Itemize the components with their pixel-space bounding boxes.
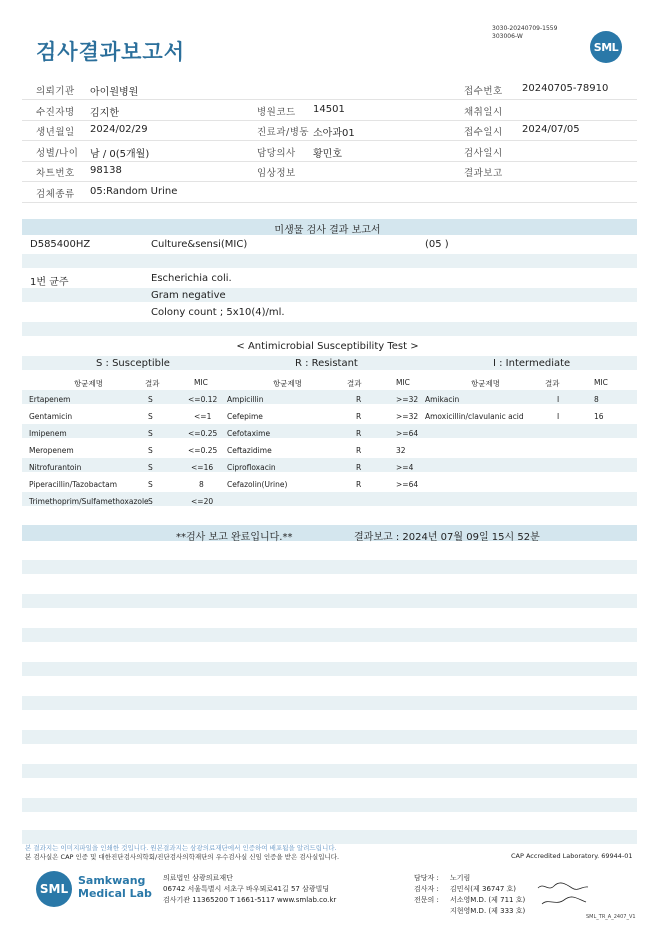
department: 소아과01 bbox=[313, 128, 355, 139]
staff-name: 노기림 bbox=[450, 874, 471, 882]
micro-section-title: 미생물 검사 결과 보고서 bbox=[274, 225, 381, 236]
header-row-5: 차트번호 98138 임상정보 결과보고 bbox=[22, 161, 637, 182]
ast-drug: Nitrofurantoin bbox=[29, 463, 82, 472]
header-row-4: 성별/나이 남 / 0(5개월) 담당의사 황민호 검사일시 bbox=[22, 141, 637, 162]
organism-label: 1번 균주 bbox=[30, 277, 69, 288]
ast-drug: Cefepime bbox=[227, 412, 263, 421]
ast-drug: Ciprofloxacin bbox=[227, 463, 276, 472]
ast-mic: 16 bbox=[594, 412, 604, 421]
brand-name: Samkwang Medical Lab bbox=[78, 874, 152, 900]
ast-mic: >=32 bbox=[396, 412, 419, 421]
header-row-2: 수진자명 김지한 병원코드 14501 채취일시 bbox=[22, 100, 637, 121]
form-code: SML_TR_A_2407_V1 bbox=[586, 914, 636, 920]
col-header-drug: 항균제명 bbox=[273, 379, 302, 388]
ast-drug: Ertapenem bbox=[29, 395, 71, 404]
ast-result: S bbox=[148, 412, 153, 421]
ast-drug: Amoxicillin/clavulanic acid bbox=[425, 412, 524, 421]
completion-message: **검사 보고 완료입니다.** bbox=[176, 532, 293, 543]
ast-mic: >=4 bbox=[396, 463, 414, 472]
test-code: D585400HZ bbox=[30, 239, 91, 250]
ast-drug: Piperacillin/Tazobactam bbox=[29, 480, 118, 489]
receipt-date: 2024/07/05 bbox=[522, 124, 580, 135]
receipt-number: 20240705-78910 bbox=[522, 83, 609, 94]
hospital-code: 14501 bbox=[313, 104, 345, 115]
header-row-6: 검체종류 05:Random Urine bbox=[22, 182, 637, 203]
ast-mic: <=20 bbox=[191, 497, 214, 506]
ast-title: < Antimicrobial Susceptibility Test > bbox=[236, 341, 419, 352]
test-number: (05 ) bbox=[425, 239, 449, 250]
ast-result: I bbox=[557, 412, 560, 421]
ast-result: S bbox=[148, 497, 153, 506]
ast-result: R bbox=[356, 480, 362, 489]
ast-mic: >=64 bbox=[396, 429, 419, 438]
ast-drug: Gentamicin bbox=[29, 412, 73, 421]
ast-drug: Meropenem bbox=[29, 446, 74, 455]
ast-mic: <=0.25 bbox=[188, 429, 218, 438]
test-name: Culture&sensi(MIC) bbox=[151, 239, 248, 250]
organism-name: Escherichia coli. bbox=[151, 273, 232, 284]
ast-mic: >=32 bbox=[396, 395, 419, 404]
ast-drug: Cefotaxime bbox=[227, 429, 271, 438]
patient-name: 김지한 bbox=[90, 108, 119, 119]
ast-mic: <=16 bbox=[191, 463, 214, 472]
col-header-mic: MIC bbox=[194, 378, 208, 387]
legend-resistant: R : Resistant bbox=[295, 358, 358, 369]
ast-result: S bbox=[148, 446, 153, 455]
document-title: 검사결과보고서 bbox=[36, 40, 186, 64]
ast-drug: Ceftazidime bbox=[227, 446, 272, 455]
doctor-name: 황민호 bbox=[313, 149, 342, 160]
sex-age: 남 / 0(5개월) bbox=[90, 149, 150, 160]
colony-count: Colony count ; 5x10(4)/ml. bbox=[151, 307, 285, 318]
org-contact: 검사기관 11365200 T 1661-5117 www.smlab.co.kr bbox=[163, 896, 337, 904]
col-header-drug: 항균제명 bbox=[471, 379, 500, 388]
hospital-name: 아이원병원 bbox=[90, 87, 139, 98]
chart-number: 98138 bbox=[90, 165, 122, 176]
signature-marks bbox=[536, 880, 590, 910]
col-header-drug: 항균제명 bbox=[74, 379, 103, 388]
header-row-3: 생년월일 2024/02/29 진료과/병동 소아과01 접수일시 2024/07/05 bbox=[22, 120, 637, 141]
ast-result: R bbox=[356, 412, 362, 421]
document-id: 3030-20240709-1559 303006-W bbox=[492, 25, 558, 40]
ast-mic: 32 bbox=[396, 446, 406, 455]
footer-notice-2: 본 검사실은 CAP 인증 및 대한진단검사의학회/진단검사의학재단의 우수검사실 신임 인증을 받은 검사실입니다. bbox=[25, 853, 340, 861]
header-row-1: 의뢰기관 아이원병원 접수번호 20240705-78910 bbox=[22, 79, 637, 100]
col-header-result: 결과 bbox=[347, 379, 362, 388]
sml-logo: SML bbox=[590, 31, 622, 63]
col-header-mic: MIC bbox=[594, 378, 608, 387]
col-header-result: 결과 bbox=[545, 379, 560, 388]
ast-mic: <=0.25 bbox=[188, 446, 218, 455]
ast-result: R bbox=[356, 395, 362, 404]
legend-intermediate: I : Intermediate bbox=[493, 358, 571, 369]
birth-date: 2024/02/29 bbox=[90, 124, 148, 135]
report-timestamp: 결과보고 : 2024년 07월 09일 15시 52분 bbox=[354, 532, 540, 543]
specialist-1: 서소영M.D. (제 711 호) bbox=[450, 896, 526, 904]
ast-result: S bbox=[148, 429, 153, 438]
ast-mic: >=64 bbox=[396, 480, 419, 489]
ast-mic: <=1 bbox=[194, 412, 212, 421]
sml-footer-logo: SML bbox=[36, 871, 72, 907]
ast-result: R bbox=[356, 446, 362, 455]
ast-result: S bbox=[148, 480, 153, 489]
col-header-result: 결과 bbox=[145, 379, 160, 388]
specimen-type: 05:Random Urine bbox=[90, 186, 178, 197]
ast-result: I bbox=[557, 395, 560, 404]
org-name: 의료법인 삼광의료재단 bbox=[163, 874, 233, 882]
ast-mic: <=0.12 bbox=[188, 395, 218, 404]
ast-result: S bbox=[148, 463, 153, 472]
ast-drug: Amikacin bbox=[425, 395, 460, 404]
col-header-mic: MIC bbox=[396, 378, 410, 387]
specialist-2: 지현영M.D. (제 333 호) bbox=[450, 907, 526, 915]
ast-drug: Ampicillin bbox=[227, 395, 264, 404]
ast-result: S bbox=[148, 395, 153, 404]
ast-drug: Imipenem bbox=[29, 429, 67, 438]
legend-susceptible: S : Susceptible bbox=[96, 358, 170, 369]
org-address: 06742 서울특별시 서초구 바우뫼로41길 57 삼광빌딩 bbox=[163, 885, 330, 893]
ast-mic: 8 bbox=[199, 480, 204, 489]
footer-notice-1: 본 결과지는 이미지파일을 인쇄한 것입니다. 원본결과지는 삼광의료재단에서 인증하여 배포됨을 알려드립니다. bbox=[25, 844, 337, 852]
ast-mic: 8 bbox=[594, 395, 599, 404]
cap-accreditation: CAP Accredited Laboratory. 69944-01 bbox=[511, 852, 633, 860]
ast-result: R bbox=[356, 429, 362, 438]
gram-stain: Gram negative bbox=[151, 290, 226, 301]
ast-drug: Cefazolin(Urine) bbox=[227, 480, 288, 489]
tester-name: 김민식(제 36747 호) bbox=[450, 885, 516, 893]
ast-result: R bbox=[356, 463, 362, 472]
ast-drug: Trimethoprim/Sulfamethoxazole bbox=[29, 497, 149, 506]
